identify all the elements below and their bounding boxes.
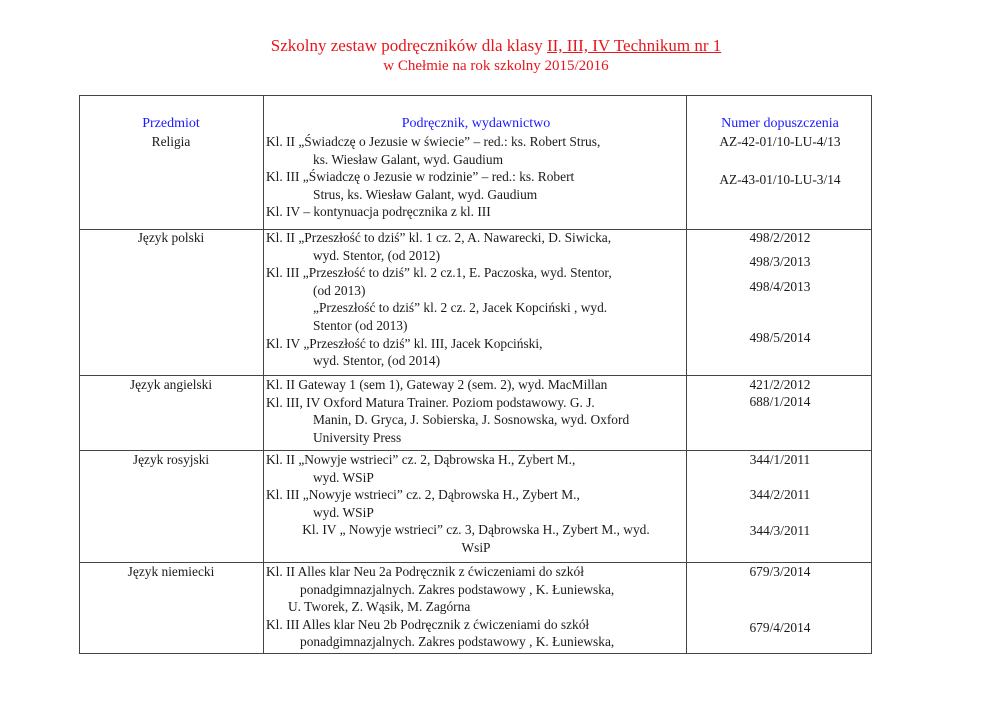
approval-number: 498/3/2013 [749,254,811,269]
approval-number: 344/1/2011 [749,452,811,467]
approval-number: 679/3/2014 [749,564,811,579]
subject-niemiecki: Język niemiecki [127,564,215,579]
approval-number: 498/2/2012 [749,230,811,245]
approval-number: AZ-43-01/10-LU-3/14 [719,172,841,187]
approval-number: 679/4/2014 [749,620,811,635]
title-classes: II, III, IV Technikum nr 1 [546,36,722,55]
subject-religia: Religia [151,134,191,149]
book-line: Kl. II „Przeszłość to dziś” kl. 1 cz. 2, A. Nawarecki, D. Siwicka, wyd. Stentor, (od 2012) Kl. III „Przeszłość to dziś” kl. 2 cz.1, E. Paczoska, wyd. Stentor, (od 2013) „Przeszłość to dziś” kl. 2 cz. 2, Jacek Kopciński , wyd. Stentor (od 2013) Kl. IV „Przeszłość to dziś” kl. III, Jacek Kopciński, wyd. Stentor, (od 2014) [266,230,612,369]
subject-rosyjski: Język rosyjski [132,452,210,467]
approval-number: AZ-42-01/10-LU-4/13 [719,134,841,149]
title-prefix: Szkolny zestaw podręczników dla klasy [270,36,543,55]
document-subtitle: w Chełmie na rok szkolny 2015/2016 [383,58,609,74]
header-subject: Przedmiot [142,116,200,131]
approval-number: 344/3/2011 [749,523,811,538]
subject-polski: Język polski [137,230,205,245]
approval-number: 421/2/2012 [749,377,811,392]
document-title [0,36,992,56]
header-number: Numer dopuszczenia [721,116,839,131]
approval-number: 498/4/2013 [749,279,811,294]
approval-number: 498/5/2014 [749,330,811,345]
book-line: Kl. II Alles klar Neu 2a Podręcznik z ćwiczeniami do szkół ponadgimnazjalnych. Zakres podstawowy , K. Łuniewska, U. Tworek, Z. Wąsik, M. Zagórna Kl. III Alles klar Neu 2b Podręcznik z ćwiczeniami do szkół ponadgimnazjalnych. Zakres podstawowy , K. Łuniewska, [266,564,615,650]
approval-number: 688/1/2014 [749,394,811,409]
book-line: Kl. II „Świadczę o Jezusie w świecie” – red.: ks. Robert Strus, ks. Wiesław Galant, wyd. Gaudium Kl. III „Świadczę o Jezusie w rodzinie” – red.: ks. Robert Strus, ks. Wiesław Galant, wyd. Gaudium Kl. IV – kontynuacja podręcznika z kl. III [266,134,601,220]
book-line: Kl. II Gateway 1 (sem 1), Gateway 2 (sem. 2), wyd. MacMillan Kl. III, IV Oxford Matura Trainer. Poziom podstawowy. G. J. Manin, D. Gryca, J. Sobierska, J. Sosnowska, wyd. Oxford University Press [266,377,630,445]
approval-number: 344/2/2011 [749,487,811,502]
book-line: Kl. II „Nowyje wstrieci” cz. 2, Dąbrowska H., Zybert M., wyd. WSiP Kl. III „Nowyje wstrieci” cz. 2, Dąbrowska H., Zybert M., wyd. WSiP Kl. IV „ Nowyje wstrieci” cz. 3, Dąbrowska H., Zybert M., wyd. WsiP [266,452,650,555]
subject-angielski: Język angielski [129,377,213,392]
header-book: Podręcznik, wydawnictwo [401,116,551,131]
